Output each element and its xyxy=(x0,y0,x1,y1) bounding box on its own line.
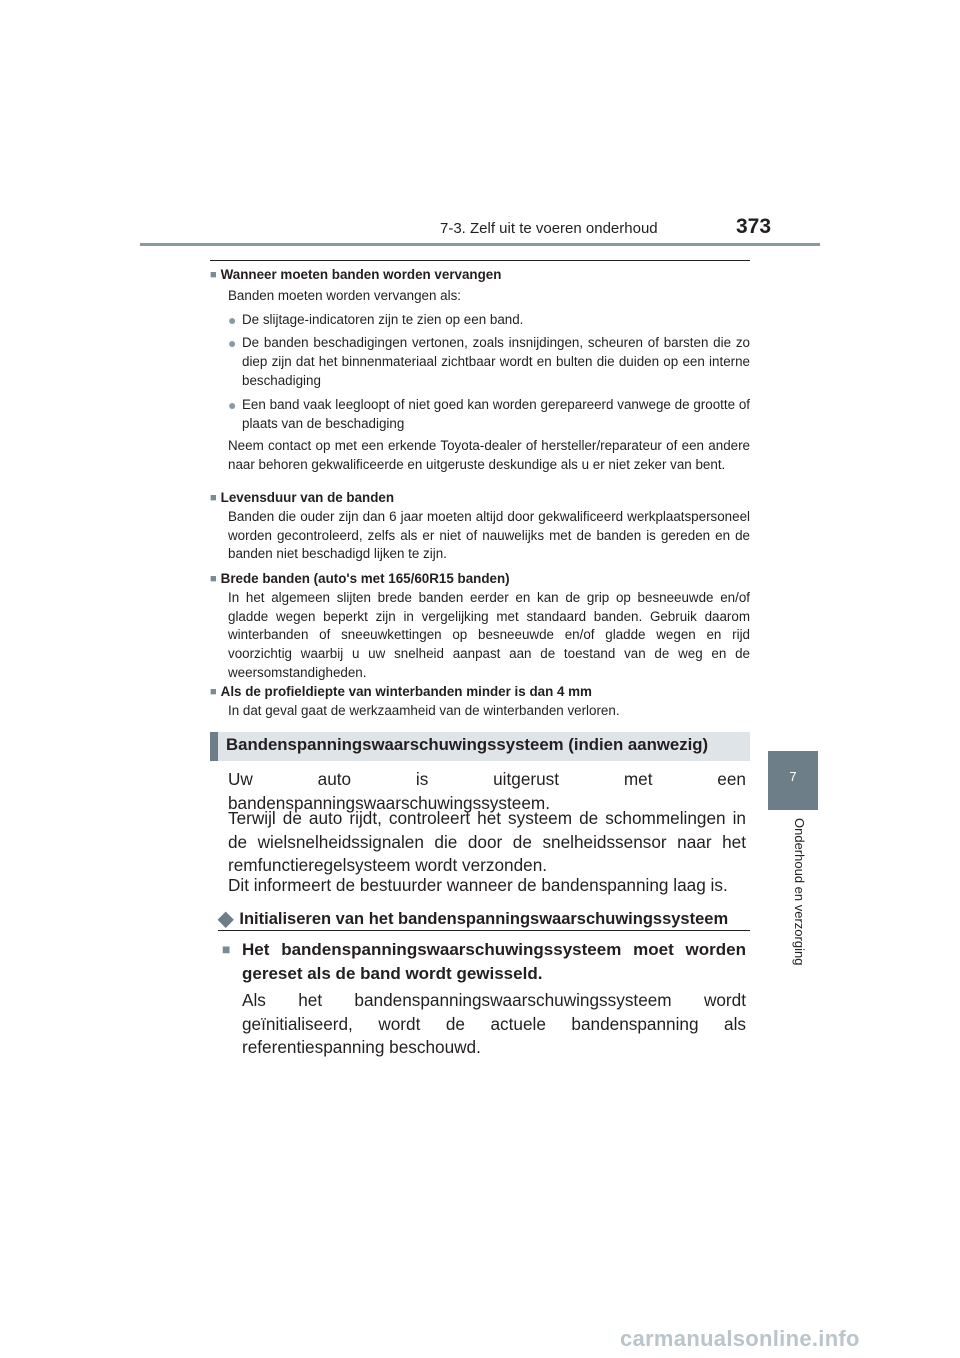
page-number: 373 xyxy=(736,215,772,238)
section-body: In dat geval gaat de werkzaamheid van de winterbanden verloren. xyxy=(228,702,620,718)
chapter-number: 7 xyxy=(789,769,797,784)
section-heading: ■ Brede banden (auto's met 165/60R15 banden) xyxy=(210,571,510,586)
subheading-rule xyxy=(218,930,750,931)
section-intro: Banden moeten worden vervangen als: xyxy=(228,287,462,303)
square-bullet-icon: ■ xyxy=(210,492,217,504)
tpws-heading: Bandenspanningswaarschuwingssysteem (indien aanwezig) xyxy=(226,735,709,754)
section-heading: ■ Levensduur van de banden xyxy=(210,490,395,505)
list-item: ● De banden beschadigingen vertonen, zoals insnijdingen, scheuren of barsten die zo diep zijn dat het binnenmateriaal zichtbaar wordt en bulten die duiden op een interne beschadiging xyxy=(228,335,750,388)
square-bullet-icon: ■ xyxy=(210,686,217,698)
section-body: Banden die ouder zijn dan 6 jaar moeten altijd door gekwalificeerd werkplaatspersoneel worden gecontroleerd, zelfs als er niet of nauwelijks met de banden is gereden en de banden niet beschadigd lijken te zijn. xyxy=(228,508,750,562)
section-replace xyxy=(210,266,750,475)
tpws-paragraph: Terwijl de auto rijdt, controleert het systeem de schommelingen in de wielsnelheidssignalen die door de snelheidssensor naar het remfunctieregelsysteem wordt verzonden. xyxy=(228,808,746,875)
round-bullet-icon: ● xyxy=(228,335,237,352)
square-bullet-icon: ■ xyxy=(222,941,231,957)
section-winter-tyres xyxy=(210,683,750,721)
section-heading: ■ Als de profieldiepte van winterbanden minder is dan 4 mm xyxy=(210,684,592,699)
square-bullet-icon: ■ xyxy=(210,269,217,281)
watermark: carmanualsonline.info xyxy=(620,1326,860,1351)
list-item: ● De slijtage-indicatoren zijn te zien op een band. xyxy=(228,311,524,328)
square-bullet-icon: ■ xyxy=(210,573,217,585)
header-rule xyxy=(140,243,820,246)
round-bullet-icon: ● xyxy=(228,311,237,328)
section-lifespan xyxy=(210,489,750,564)
reset-heading: ■ Het bandenspanningswaarschuwingssysteem moet worden gereset als de band wordt gewisseld. xyxy=(222,940,746,983)
section-wide-tyres xyxy=(210,570,750,683)
content-top-rule xyxy=(210,260,750,261)
section-body: In het algemeen slijten brede banden eerder en kan de grip op besneeuwde en/of gladde wegen beperkt zijn in vergelijking met standaard banden. Gebruik daarom winterbanden of sneeuwkettingen op besneeuwde en/of gladde wegen en rijd voorzichtig waarbij u uw snelheid aanpast aan de toestand van de weg en de weersomstandigheden. xyxy=(228,589,750,680)
tpws-paragraph: Dit informeert de bestuurder wanneer de bandenspanning laag is. xyxy=(228,875,728,895)
tpws-heading-bar xyxy=(210,732,218,761)
round-bullet-icon: ● xyxy=(228,396,237,413)
section-heading: ■ Wanneer moeten banden worden vervangen xyxy=(210,267,502,282)
reset-body: Als het bandenspanningswaarschuwingssysteem wordt geïnitialiseerd, wordt de actuele bandenspanning als referentiespanning beschouwd. xyxy=(242,990,746,1057)
tpws-paragraph: Uw auto is uitgerust met een bandenspanningswaarschuwingssysteem. xyxy=(228,769,746,813)
section-outro: Neem contact op met een erkende Toyota-dealer of hersteller/reparateur of een andere naar behoren gekwalificeerde en uitgeruste deskundige als u er niet zeker van bent. xyxy=(228,438,750,473)
init-heading: ◆ Initialiseren van het bandenspanningswaarschuwingssysteem xyxy=(218,908,729,930)
list-item: ● Een band vaak leegloopt of niet goed kan worden gerepareerd vanwege de grootte of plaats van de beschadiging xyxy=(228,396,750,431)
section-title: 7-3. Zelf uit te voeren onderhoud xyxy=(440,220,658,237)
diamond-icon: ◆ xyxy=(218,908,234,930)
chapter-title: Onderhoud en verzorging xyxy=(792,818,807,966)
